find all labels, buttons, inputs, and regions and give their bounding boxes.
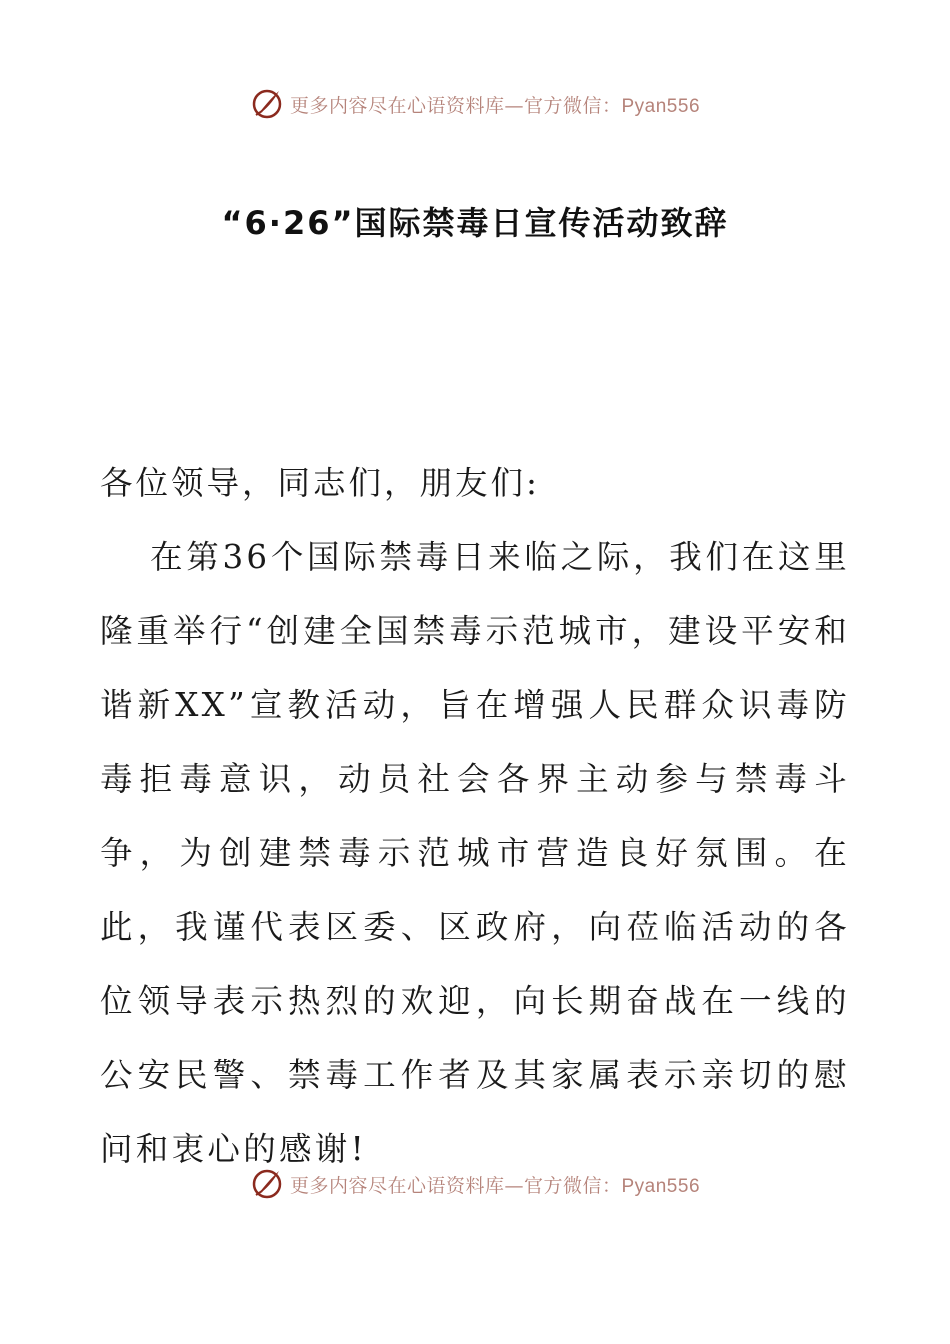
quill-pen-logo-icon [250, 87, 284, 121]
watermark-text: 更多内容尽在心语资料库—官方微信：Pyan556 [289, 94, 701, 117]
watermark-wechat-id: Pyan556 [621, 1175, 701, 1197]
watermark-text: 更多内容尽在心语资料库—官方微信：Pyan556 [289, 1174, 701, 1197]
watermark-header [0, 84, 950, 124]
watermark-footer [0, 1164, 950, 1204]
document-body [100, 446, 850, 1186]
body-paragraph: 在第36个国际禁毒日来临之际，我们在这里隆重举行“创建全国禁毒示范城市，建设平安和谐新XX”宣教活动，旨在增强人民群众识毒防毒拒毒意识，动员社会各界主动参与禁毒斗争，为创建禁毒示范城市营造良好氛围。在此，我谨代表区委、区政府，向莅临活动的各位领导表示热烈的欢迎，向长期奋战在一线的公安民警、禁毒工作者及其家属表示亲切的慰问和衷心的感谢! [100, 538, 850, 1168]
document-title: “6·26”国际禁毒日宣传活动致辞 [221, 204, 729, 242]
quill-pen-logo-icon [250, 1167, 284, 1201]
watermark-wechat-id: Pyan556 [621, 95, 701, 117]
salutation: 各位领导，同志们，朋友们: [100, 464, 540, 502]
